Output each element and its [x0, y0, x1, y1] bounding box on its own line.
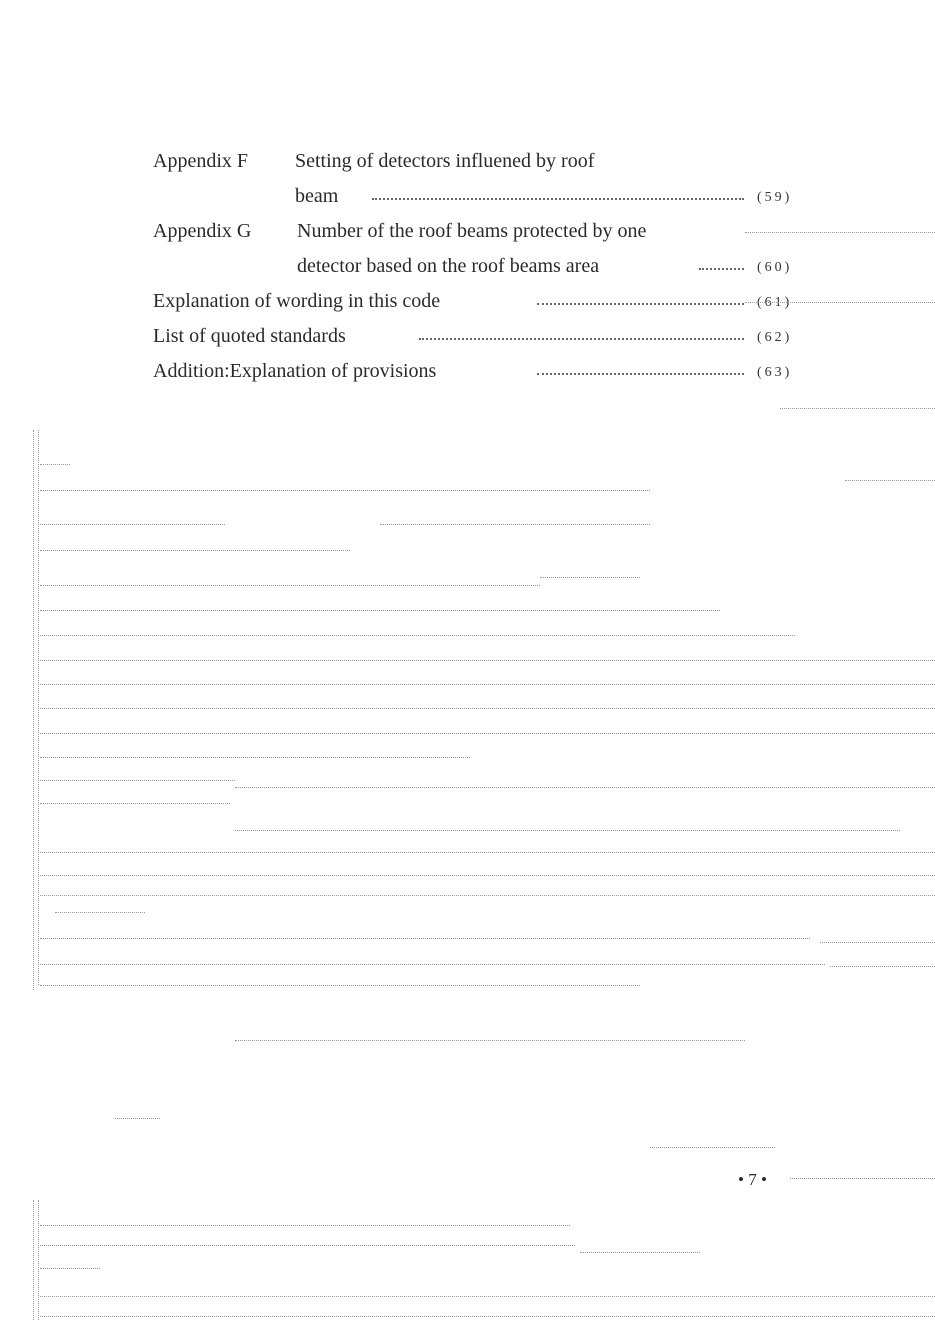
toc-entry-label: Appendix G — [153, 220, 252, 242]
scan-streak — [40, 490, 650, 491]
scan-streak — [235, 830, 900, 831]
scan-streak — [40, 985, 640, 986]
scan-streak — [820, 942, 935, 943]
scan-streak — [40, 585, 540, 586]
toc-entry-list-of-quoted-standards[interactable] — [0, 321, 935, 351]
scan-streak — [40, 708, 935, 709]
scan-streak — [55, 912, 145, 913]
scan-streak — [40, 938, 810, 939]
scan-streak — [40, 1268, 100, 1269]
dot-leader — [419, 338, 744, 340]
scan-streak — [845, 480, 935, 481]
scan-streak — [40, 610, 720, 611]
toc-entry-appendix-g-line1 — [0, 216, 935, 246]
scan-streak — [235, 1040, 745, 1041]
scan-streak — [40, 660, 935, 661]
toc-entry-label: Appendix F — [153, 150, 248, 172]
toc-page-number: (63) — [757, 365, 793, 380]
toc-entry-title-continued: beam — [295, 185, 339, 207]
toc-entry-title: Addition:Explanation of provisions — [153, 360, 437, 382]
scan-streak — [38, 430, 39, 985]
scan-streak — [115, 1118, 160, 1119]
dot-leader — [699, 268, 744, 270]
scan-streak — [40, 964, 825, 965]
scan-streak — [830, 966, 935, 967]
scan-streak — [40, 464, 70, 465]
scan-streak — [650, 1147, 775, 1148]
scan-streak — [40, 550, 350, 551]
page-number: • 7 • — [738, 1170, 767, 1189]
scan-streak — [40, 1225, 570, 1226]
scan-streak — [40, 1245, 575, 1246]
toc-entry-title: Number of the roof beams protected by one — [297, 220, 647, 242]
scan-streak — [40, 895, 935, 896]
table-of-contents — [0, 0, 935, 420]
scan-streak — [40, 635, 795, 636]
scan-streak — [40, 1296, 935, 1297]
toc-entry-appendix-f-line2[interactable] — [0, 181, 935, 211]
scan-streak — [40, 803, 230, 804]
dot-leader — [372, 198, 744, 200]
scan-streak — [40, 733, 935, 734]
toc-page-number: (60) — [757, 260, 793, 275]
toc-page-number: (62) — [757, 330, 793, 345]
toc-entry-title: Explanation of wording in this code — [153, 290, 441, 312]
toc-page-number: (59) — [757, 190, 793, 205]
scan-streak — [33, 1200, 34, 1320]
toc-entry-appendix-g-line2[interactable] — [0, 251, 935, 281]
toc-entry-title-continued: detector based on the roof beams area — [297, 255, 600, 277]
scan-streak — [790, 1178, 935, 1179]
dot-leader — [537, 373, 744, 375]
toc-entry-title: Setting of detectors influened by roof — [295, 150, 595, 172]
toc-entry-addition-explanation-of-provisions[interactable] — [0, 356, 935, 386]
toc-entry-appendix-f-line1 — [0, 146, 935, 176]
scan-streak — [40, 852, 935, 853]
scan-streak — [40, 757, 470, 758]
scan-streak — [540, 577, 640, 578]
scan-streak — [38, 1200, 39, 1320]
scan-streak — [235, 787, 935, 788]
scan-streak — [380, 524, 650, 525]
toc-entry-explanation-of-wording[interactable] — [0, 286, 935, 316]
scan-streak — [40, 1316, 935, 1317]
scan-streak — [40, 524, 225, 525]
toc-page-number: (61) — [757, 295, 793, 310]
dot-leader — [537, 303, 744, 305]
scan-streak — [40, 780, 235, 781]
toc-entry-title: List of quoted standards — [153, 325, 346, 347]
scan-streak — [40, 684, 935, 685]
scan-streak — [580, 1252, 700, 1253]
scan-streak — [33, 430, 34, 990]
scan-streak — [40, 875, 935, 876]
